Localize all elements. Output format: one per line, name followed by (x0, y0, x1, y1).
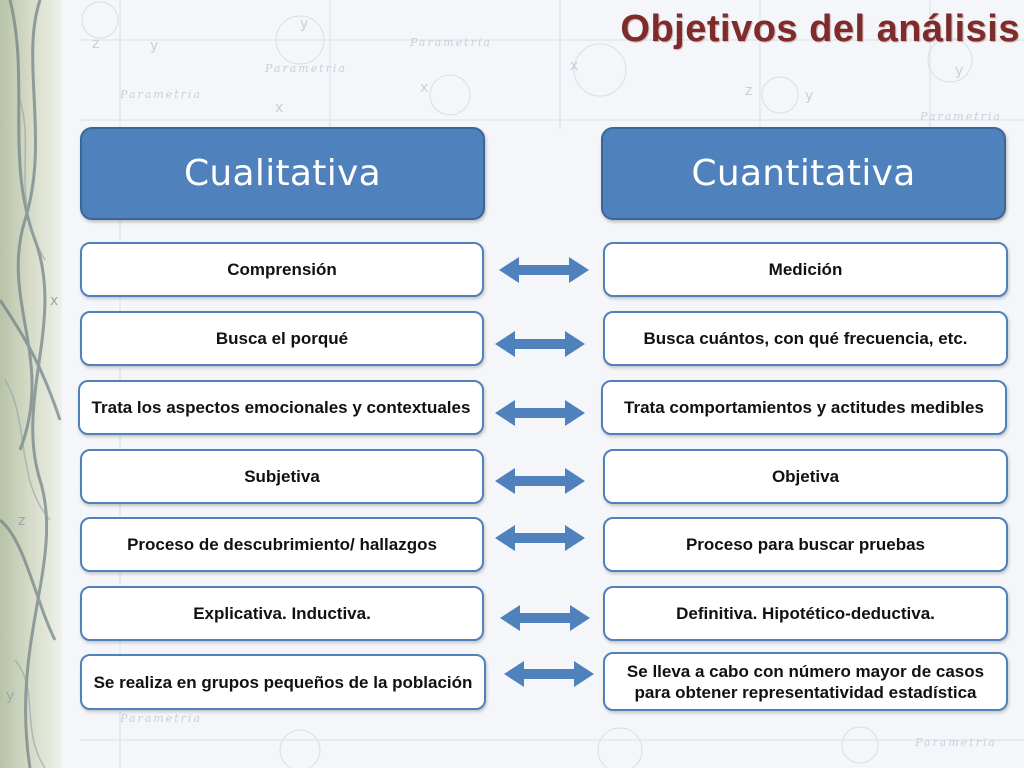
right-box-7 (603, 652, 1008, 711)
double-arrow-icon-4 (493, 465, 587, 497)
left-box-4-text: Subjetiva (244, 467, 320, 486)
left-box-3 (78, 380, 484, 435)
axis-label-z: z (92, 36, 100, 52)
header-cuantitativa-label: Cuantitativa (691, 153, 916, 194)
strip-axis-z: z (18, 513, 26, 529)
right-box-4 (603, 449, 1008, 504)
axis-label-y: y (150, 38, 159, 54)
right-box-1-text: Medición (768, 260, 843, 279)
slide-title: Objetivos del análisis (620, 8, 1020, 50)
double-arrow-icon-2 (493, 328, 587, 360)
right-box-5 (603, 517, 1008, 572)
left-decorative-strip (0, 0, 62, 768)
left-box-2 (80, 311, 484, 366)
strip-axis-x: x (50, 293, 59, 309)
header-cuantitativa (601, 127, 1006, 220)
watermark-1: Parametria (120, 88, 202, 101)
double-arrow-icon-1 (497, 254, 591, 286)
left-box-1-text: Comprensión (227, 260, 337, 279)
right-box-3 (601, 380, 1007, 435)
watermark-6: Parametria (915, 736, 997, 749)
right-box-2-text: Busca cuántos, con qué frecuencia, etc. (643, 329, 968, 348)
right-box-6 (603, 586, 1008, 641)
left-box-4 (80, 449, 484, 504)
strip-axis-y: y (6, 688, 15, 704)
left-box-6 (80, 586, 484, 641)
double-arrow-icon-3 (493, 397, 587, 429)
axis-label-x: x (275, 100, 284, 116)
double-arrow-icon-7 (502, 658, 596, 690)
axis-label-y-2: y (300, 16, 309, 32)
axis-label-y-4: y (955, 63, 964, 79)
right-box-4-text: Objetiva (771, 467, 840, 486)
axis-label-y-3: y (805, 88, 814, 104)
left-box-1 (80, 242, 484, 297)
axis-label-z-2: z (745, 83, 753, 99)
watermark-3: Parametria (410, 36, 492, 49)
left-box-3-text: Trata los aspectos emocionales y contextuales (91, 398, 471, 417)
watermark-5: Parametria (120, 712, 202, 725)
left-box-7 (80, 654, 486, 710)
right-box-1 (603, 242, 1008, 297)
right-box-5-text: Proceso para buscar pruebas (685, 535, 926, 554)
header-cualitativa-label: Cualitativa (184, 153, 381, 194)
left-box-2-text: Busca el porqué (215, 329, 349, 348)
left-box-6-text: Explicativa. Inductiva. (193, 604, 371, 623)
axis-label-x-3: x (420, 80, 429, 96)
watermark-4: Parametria (920, 110, 1002, 123)
axis-label-x-2: x (570, 58, 579, 74)
right-box-2 (603, 311, 1008, 366)
left-box-7-text: Se realiza en grupos pequeños de la población (93, 672, 473, 692)
right-box-3-text: Trata comportamientos y actitudes medibles (624, 398, 984, 417)
double-arrow-icon-6 (498, 602, 592, 634)
right-box-7-text: Se lleva a cabo con número mayor de casos para obtener representatividad estadística (626, 661, 985, 702)
left-box-5-text: Proceso de descubrimiento/ hallazgos (127, 535, 437, 554)
right-box-6-text: Definitiva. Hipotético-deductiva. (676, 604, 935, 623)
double-arrow-icon-5 (493, 522, 587, 554)
left-box-5 (80, 517, 484, 572)
watermark-2: Parametria (265, 62, 347, 75)
header-cualitativa (80, 127, 485, 220)
